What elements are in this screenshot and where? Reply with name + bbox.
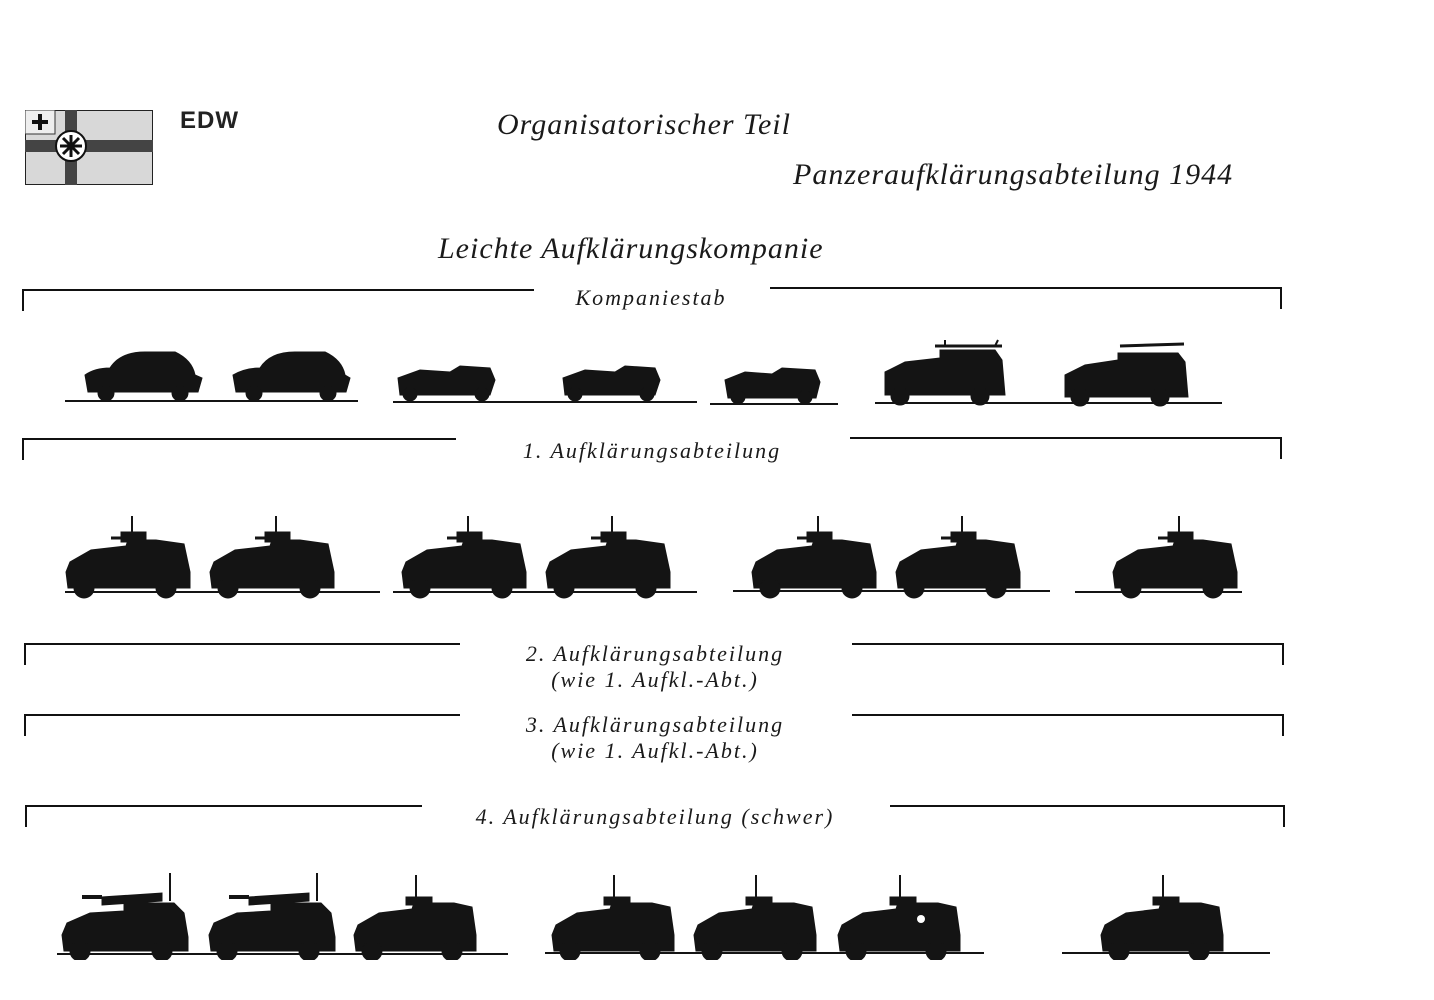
page-title: Organisatorischer Teil — [497, 108, 791, 141]
section-bracket-left — [22, 438, 456, 460]
section-bracket-left — [25, 805, 422, 827]
vehicle-armored-car-mg-icon — [354, 875, 476, 960]
vehicle-armored-car-mg-icon — [838, 875, 960, 960]
vehicle-row-stab — [0, 330, 1434, 410]
vehicle-radio-armored-car-icon — [885, 340, 1005, 405]
section-label-abt1: 1. Aufklärungsabteilung — [522, 438, 782, 463]
section-label-stab: Kompaniestab — [575, 285, 727, 310]
vehicle-car-icon — [85, 352, 202, 401]
section-bracket-right — [850, 437, 1282, 459]
war-ensign-icon — [25, 110, 153, 185]
section-label-abt4: 4. Aufklärungsabteilung (schwer) — [475, 804, 835, 829]
company-title: Leichte Aufklärungskompanie — [438, 232, 824, 265]
vehicle-armored-car-mg-icon — [552, 875, 674, 960]
vehicle-armored-car-mg-icon — [402, 516, 526, 598]
vehicle-armored-car-mg-icon — [66, 516, 190, 598]
section-label-abt2: 2. Aufklärungsabteilung — [525, 641, 785, 666]
vehicle-armored-car-mg-icon — [210, 516, 334, 598]
section-bracket-left — [24, 714, 460, 736]
section-bracket-right — [852, 714, 1284, 736]
section-bracket-left — [22, 289, 534, 311]
vehicle-motorcycle-icon — [725, 368, 820, 404]
section-bracket-right — [770, 287, 1282, 309]
vehicle-armored-car-mg-icon — [1101, 875, 1223, 960]
section-note-abt3: (wie 1. Aufkl.-Abt.) — [551, 738, 759, 763]
vehicle-radio-armored-car-icon — [1065, 344, 1188, 406]
vehicle-car-icon — [233, 352, 350, 401]
vehicle-motorcycle-icon — [563, 366, 660, 401]
vehicle-armored-car-gun-icon — [209, 873, 335, 960]
page-subtitle: Panzeraufklärungsabteilung 1944 — [793, 158, 1234, 191]
section-label-abt3: 3. Aufklärungsabteilung — [525, 712, 785, 737]
vehicle-armored-car-mg-icon — [752, 516, 876, 598]
vehicle-armored-car-gun-icon — [62, 873, 188, 960]
section-bracket-right — [852, 643, 1284, 665]
vehicle-armored-car-mg-icon — [896, 516, 1020, 598]
section-note-abt2: (wie 1. Aufkl.-Abt.) — [551, 667, 759, 692]
vehicle-motorcycle-icon — [398, 366, 495, 401]
vehicle-armored-car-mg-icon — [546, 516, 670, 598]
vehicle-row-abt1 — [0, 500, 1434, 600]
vehicle-row-abt4 — [0, 860, 1434, 960]
brand-logo-text: EDW — [180, 107, 239, 134]
section-bracket-right — [890, 805, 1285, 827]
section-bracket-left — [24, 643, 460, 665]
vehicle-armored-car-mg-icon — [1113, 516, 1237, 598]
vehicle-armored-car-mg-icon — [694, 875, 816, 960]
